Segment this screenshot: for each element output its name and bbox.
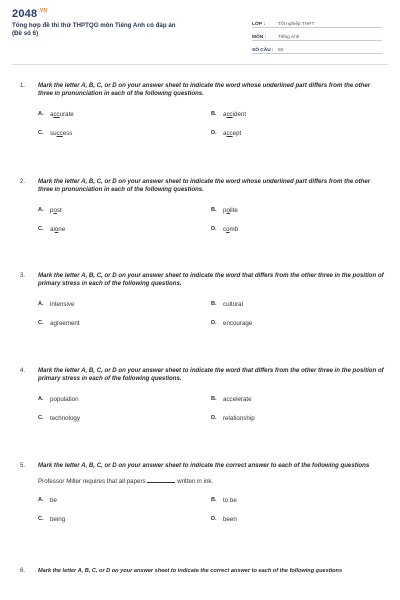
option-text: technology bbox=[50, 414, 80, 422]
option-text: accident bbox=[223, 110, 247, 118]
option-text: accurate bbox=[50, 110, 74, 118]
question-number: 6. bbox=[20, 568, 26, 574]
title-line-1: Tổng hợp đề thi thử THPTQG môn Tiếng Anh có đáp án bbox=[12, 22, 176, 29]
meta-value: Tốt nghiệp THPT bbox=[278, 22, 315, 27]
meta-key: MÔN : bbox=[252, 35, 267, 40]
option-d[interactable] bbox=[211, 320, 384, 327]
question-instruction: Mark the letter A, B, C, or D on your answer sheet to indicate the word that differs from the other three in the position of primary stress in each of the following questions. bbox=[38, 272, 384, 288]
meta-box bbox=[252, 16, 382, 55]
option-a[interactable] bbox=[38, 207, 211, 214]
option-letter: D. bbox=[211, 129, 217, 136]
question-5 bbox=[20, 462, 385, 523]
title-line-2: (Đề số 6) bbox=[12, 30, 39, 37]
option-d[interactable] bbox=[211, 516, 384, 523]
option-letter: B. bbox=[211, 300, 217, 307]
option-c[interactable] bbox=[38, 130, 211, 137]
option-letter: D. bbox=[211, 414, 217, 421]
option-a[interactable] bbox=[38, 396, 211, 403]
option-letter: C. bbox=[38, 319, 44, 326]
question-6 bbox=[20, 567, 385, 575]
question-number: 2. bbox=[20, 179, 26, 185]
option-letter: B. bbox=[211, 395, 217, 402]
option-text: be bbox=[50, 497, 57, 505]
option-c[interactable] bbox=[38, 516, 211, 523]
option-b[interactable] bbox=[211, 207, 384, 214]
option-text: being bbox=[50, 516, 66, 524]
option-letter: B. bbox=[211, 206, 217, 213]
option-letter: D. bbox=[211, 225, 217, 232]
option-text: accept bbox=[223, 129, 242, 137]
option-text: agreement bbox=[50, 319, 80, 327]
option-text: post bbox=[50, 206, 62, 214]
option-a[interactable] bbox=[38, 301, 211, 308]
option-letter: A. bbox=[38, 110, 44, 117]
question-4 bbox=[20, 367, 385, 422]
option-letter: D. bbox=[211, 319, 217, 326]
question-stem: Professor Miller requires that all papers written in ink. bbox=[38, 478, 214, 486]
option-letter: C. bbox=[38, 516, 44, 523]
question-instruction: Mark the letter A, B, C, or D on your answer sheet to indicate the word whose underlined part differs from the other three in pronunciation in each of the following questions. bbox=[38, 178, 371, 194]
meta-value: 50 bbox=[278, 48, 284, 53]
brand-suffix: .VN bbox=[38, 8, 48, 15]
meta-key: LỚP : bbox=[252, 22, 266, 27]
option-d[interactable] bbox=[211, 130, 384, 137]
meta-value: Tiếng Anh bbox=[278, 35, 300, 40]
question-number: 5. bbox=[20, 463, 26, 469]
question-number: 3. bbox=[20, 273, 26, 279]
option-text: to be bbox=[223, 497, 237, 505]
document-title bbox=[12, 22, 232, 38]
option-text: encourage bbox=[223, 319, 253, 327]
option-text: population bbox=[50, 395, 79, 403]
meta-row-subject bbox=[252, 29, 382, 41]
option-text: comb bbox=[223, 225, 239, 233]
option-text: accelerate bbox=[223, 395, 252, 403]
question-instruction: Mark the letter A, B, C, or D on your answer sheet to indicate the word whose underlined part differs from the other three in pronunciation in each of the following questions. bbox=[38, 82, 371, 98]
option-c[interactable] bbox=[38, 415, 211, 422]
option-b[interactable] bbox=[211, 111, 384, 118]
question-1 bbox=[20, 82, 385, 137]
option-text: cultural bbox=[223, 300, 243, 308]
option-letter: D. bbox=[211, 516, 217, 523]
brand-name: 2048 bbox=[12, 8, 38, 20]
option-d[interactable] bbox=[211, 226, 384, 233]
option-a[interactable] bbox=[38, 497, 211, 504]
option-text: intensive bbox=[50, 300, 75, 308]
meta-row-class bbox=[252, 16, 382, 28]
brand-logo bbox=[12, 8, 47, 20]
answer-blank bbox=[147, 477, 175, 483]
option-letter: C. bbox=[38, 225, 44, 232]
option-text: been bbox=[223, 516, 237, 524]
question-number: 1. bbox=[20, 83, 26, 89]
option-letter: B. bbox=[211, 110, 217, 117]
question-instruction: Mark the letter A, B, C, or D on your answer sheet to indicate the word that differs from the other three in the position of primary stress in each of the following questions. bbox=[38, 367, 384, 383]
option-letter: A. bbox=[38, 300, 44, 307]
header-divider bbox=[12, 64, 388, 65]
option-b[interactable] bbox=[211, 301, 384, 308]
question-3 bbox=[20, 272, 385, 327]
option-d[interactable] bbox=[211, 415, 384, 422]
question-number: 4. bbox=[20, 368, 26, 374]
option-text: polite bbox=[223, 206, 238, 214]
question-instruction: Mark the letter A, B, C, or D on your answer sheet to indicate the correct answer to each of the following questions bbox=[38, 568, 343, 574]
option-letter: A. bbox=[38, 395, 44, 402]
option-b[interactable] bbox=[211, 497, 384, 504]
option-text: success bbox=[50, 129, 73, 137]
meta-key: SỐ CÂU : bbox=[252, 48, 274, 53]
option-letter: A. bbox=[38, 497, 44, 504]
option-text: relationship bbox=[223, 414, 255, 422]
option-letter: B. bbox=[211, 497, 217, 504]
option-c[interactable] bbox=[38, 320, 211, 327]
question-2 bbox=[20, 178, 385, 233]
meta-row-count bbox=[252, 42, 382, 54]
option-b[interactable] bbox=[211, 396, 384, 403]
question-instruction: Mark the letter A, B, C, or D on your answer sheet to indicate the correct answer to each of the following questions bbox=[38, 462, 370, 469]
option-text: alone bbox=[50, 225, 66, 233]
option-letter: A. bbox=[38, 206, 44, 213]
option-letter: C. bbox=[38, 129, 44, 136]
option-a[interactable] bbox=[38, 111, 211, 118]
option-letter: C. bbox=[38, 414, 44, 421]
option-c[interactable] bbox=[38, 226, 211, 233]
